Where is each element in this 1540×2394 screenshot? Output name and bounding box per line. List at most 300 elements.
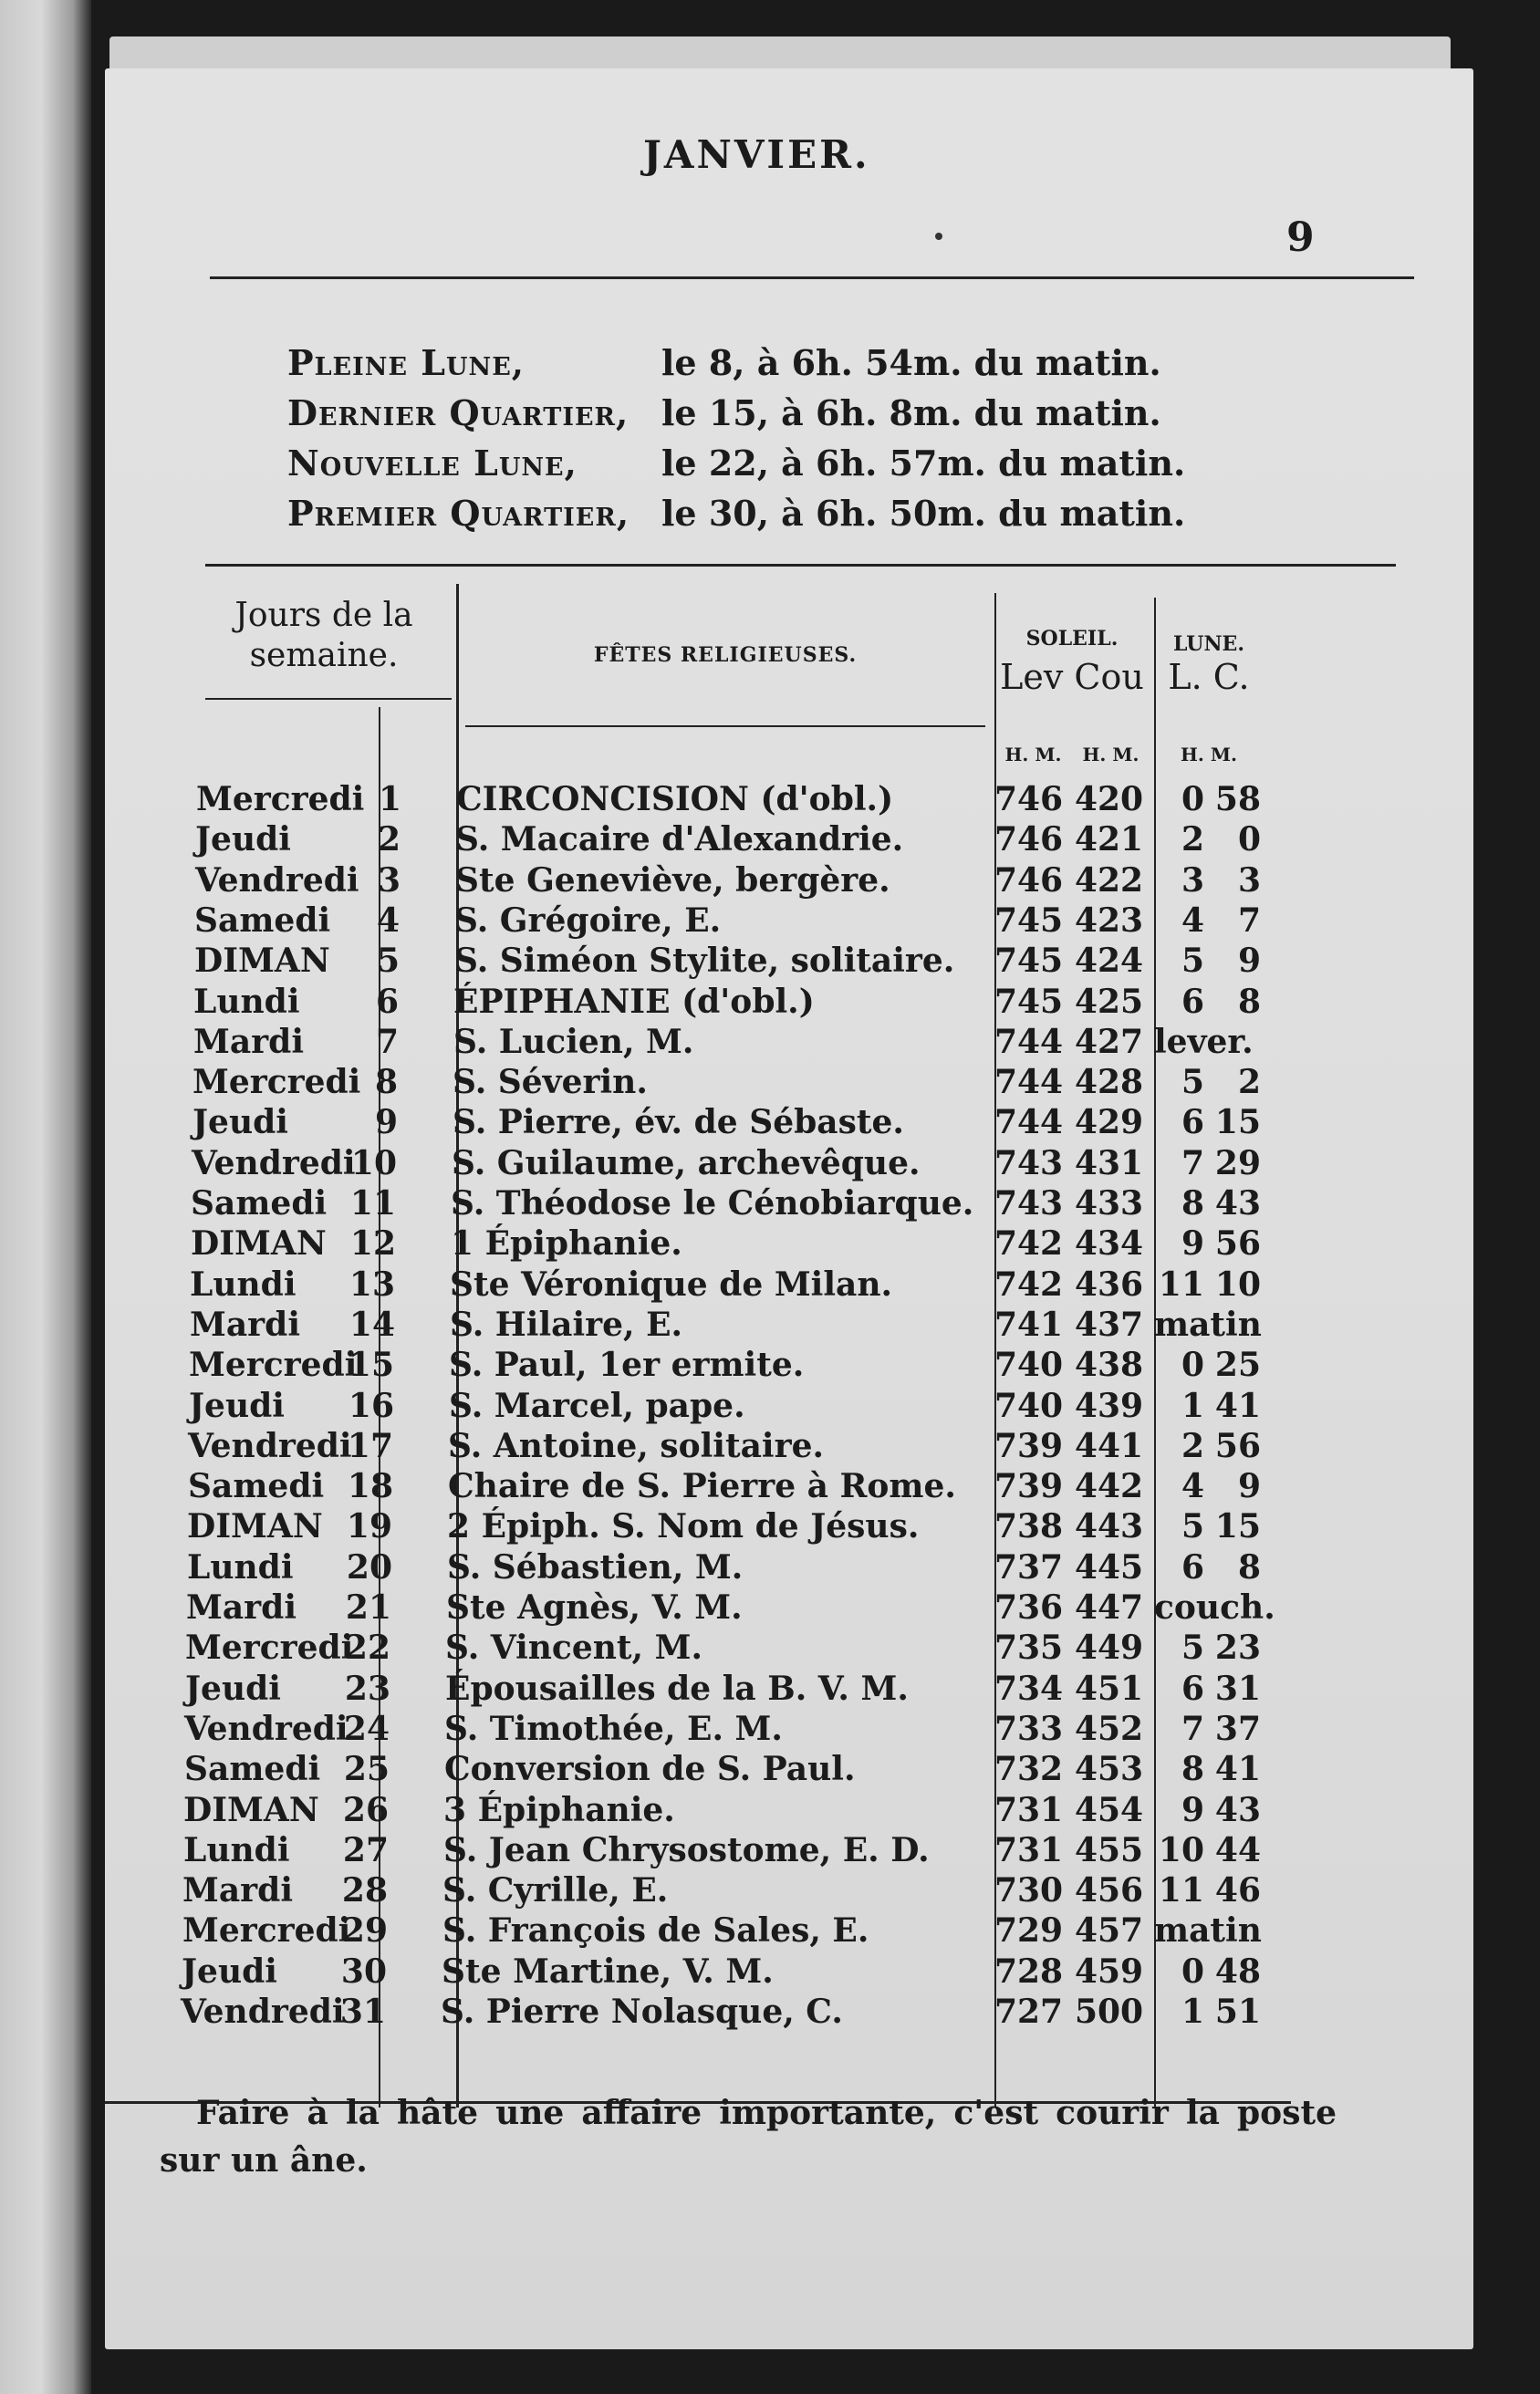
feast-name: S. Siméon Stylite, solitaire. xyxy=(454,942,955,981)
moon-hour: 5 xyxy=(1181,1629,1204,1668)
moon-minute: 43 xyxy=(1214,1184,1261,1223)
sunset-minute: 28 xyxy=(1098,1063,1144,1102)
sunset-hour: 4 xyxy=(1075,1265,1098,1304)
proverb: Faire à la hâte une affaire importante, c'est courir la poste sur un âne. xyxy=(160,2094,1337,2180)
feast-name: Épousailles de la B. V. M. xyxy=(445,1669,909,1708)
day-number: 1 xyxy=(378,780,401,818)
sunrise-hour: 7 xyxy=(994,1830,1018,1869)
header-soleil: SOLEIL. xyxy=(1025,627,1119,651)
page-title: JANVIER. xyxy=(643,132,870,177)
feast-name: S. François de Sales, E. xyxy=(442,1911,869,1951)
moon-minute: 25 xyxy=(1214,1346,1261,1385)
sunset-hour: 4 xyxy=(1075,942,1098,981)
sunset-minute: 59 xyxy=(1098,1952,1144,1991)
sunrise-hour: 7 xyxy=(994,1063,1018,1102)
day-number: 6 xyxy=(375,982,399,1021)
table-row xyxy=(105,1144,1473,1185)
sunset-minute: 25 xyxy=(1098,982,1144,1021)
moon-hour: 9 xyxy=(1181,1790,1204,1829)
moon-minute: 15 xyxy=(1214,1103,1261,1142)
table-row xyxy=(105,1184,1473,1225)
sunset-minute: 47 xyxy=(1098,1588,1144,1627)
sunrise-hour: 7 xyxy=(994,780,1018,818)
sunrise-minute: 35 xyxy=(1017,1629,1064,1668)
sunset-hour: 4 xyxy=(1075,1750,1098,1789)
sunrise-minute: 28 xyxy=(1017,1952,1064,1991)
table-row xyxy=(105,1306,1473,1347)
moon-minute: 56 xyxy=(1214,1224,1261,1264)
sunset-hour: 4 xyxy=(1075,1386,1098,1425)
sunset-minute: 41 xyxy=(1098,1426,1144,1465)
sunrise-hour: 7 xyxy=(994,1467,1018,1506)
feast-name: S. Antoine, solitaire. xyxy=(448,1426,825,1465)
day-name: Vendredi xyxy=(195,860,359,900)
moon-minute: 3 xyxy=(1237,860,1261,900)
sunset-hour: 4 xyxy=(1075,900,1098,940)
sunrise-hour: 7 xyxy=(994,1265,1018,1304)
sunset-minute: 38 xyxy=(1098,1346,1144,1385)
moon-hour: 8 xyxy=(1181,1750,1204,1789)
sunset-hour: 4 xyxy=(1075,1911,1098,1951)
table-row xyxy=(105,1710,1473,1751)
sunrise-hour: 7 xyxy=(994,1305,1018,1344)
sunrise-hour: 7 xyxy=(994,1790,1018,1829)
moon-minute: 43 xyxy=(1214,1790,1261,1829)
day-number: 25 xyxy=(343,1750,390,1789)
table-row xyxy=(105,1871,1473,1912)
feast-name: S. Cyrille, E. xyxy=(442,1871,669,1910)
moon-event: matin xyxy=(1154,1305,1262,1344)
day-name: Jeudi xyxy=(189,1386,285,1425)
day-number: 7 xyxy=(375,1022,399,1061)
day-name: Jeudi xyxy=(195,820,291,859)
moon-minute: 31 xyxy=(1214,1669,1261,1708)
calendar-page xyxy=(105,68,1473,2349)
sunrise-minute: 44 xyxy=(1017,1022,1064,1061)
sunrise-hour: 7 xyxy=(994,1750,1018,1789)
day-number: 30 xyxy=(340,1952,387,1991)
sunrise-minute: 33 xyxy=(1017,1709,1064,1748)
day-name: Mardi xyxy=(193,1022,304,1061)
moon-hour: 6 xyxy=(1181,1669,1204,1708)
header-fetes: FÊTES RELIGIEUSES. xyxy=(593,643,858,667)
sunrise-minute: 31 xyxy=(1017,1790,1064,1829)
table-row xyxy=(105,1993,1473,2034)
moon-minute: 37 xyxy=(1214,1709,1261,1748)
day-name: Lundi xyxy=(187,1547,294,1587)
page-number: 9 xyxy=(1286,214,1315,261)
sunset-minute: 27 xyxy=(1098,1022,1144,1061)
sunset-hour: 4 xyxy=(1075,1952,1098,1991)
header-lune-sub: L. C. xyxy=(1168,657,1250,697)
sunrise-hour: 7 xyxy=(994,1184,1018,1223)
hm-label: H. M. xyxy=(1082,744,1139,765)
sunset-minute: 37 xyxy=(1098,1305,1144,1344)
sunset-hour: 5 xyxy=(1075,1993,1098,2031)
sunrise-minute: 44 xyxy=(1017,1063,1064,1102)
sunset-hour: 4 xyxy=(1075,1669,1098,1708)
sunset-hour: 4 xyxy=(1075,1224,1098,1264)
table-row xyxy=(105,1023,1473,1064)
header-lune: LUNE. xyxy=(1173,632,1244,656)
sunset-minute: 57 xyxy=(1098,1911,1144,1951)
table-row xyxy=(105,1791,1473,1832)
sunrise-minute: 40 xyxy=(1017,1386,1064,1425)
sunset-hour: 4 xyxy=(1075,1426,1098,1465)
moon-hour: 0 xyxy=(1181,1952,1204,1991)
sunset-minute: 51 xyxy=(1098,1669,1144,1708)
table-row xyxy=(105,983,1473,1024)
sunset-minute: 22 xyxy=(1098,860,1144,900)
table-row xyxy=(105,1750,1473,1791)
moon-hour: 5 xyxy=(1181,1063,1204,1102)
moon-hour: 6 xyxy=(1181,982,1204,1021)
moon-hour: 1 xyxy=(1181,1993,1204,2031)
moon-minute: 10 xyxy=(1214,1265,1261,1304)
feast-name: S. Sébastien, M. xyxy=(447,1547,744,1587)
day-number: 27 xyxy=(342,1830,389,1869)
sunset-minute: 34 xyxy=(1098,1224,1144,1264)
day-name: Jeudi xyxy=(185,1669,281,1708)
feast-name: S. Théodose le Cénobiarque. xyxy=(451,1184,974,1223)
sunset-hour: 4 xyxy=(1075,1790,1098,1829)
day-number: 10 xyxy=(350,1143,397,1182)
sunrise-hour: 7 xyxy=(994,900,1018,940)
day-name: Vendredi xyxy=(188,1426,352,1465)
phase-name: Premier Quartier, xyxy=(287,493,630,534)
day-number: 21 xyxy=(345,1588,391,1627)
day-number: 15 xyxy=(348,1346,394,1385)
moon-minute: 9 xyxy=(1237,942,1261,981)
sunset-minute: 42 xyxy=(1098,1467,1144,1506)
sunrise-hour: 7 xyxy=(994,1709,1018,1748)
day-number: 23 xyxy=(344,1669,390,1708)
sunset-minute: 31 xyxy=(1098,1143,1144,1182)
table-row xyxy=(105,1629,1473,1670)
sunrise-hour: 7 xyxy=(994,1224,1018,1264)
sunrise-minute: 36 xyxy=(1017,1588,1064,1627)
day-number: 28 xyxy=(341,1871,388,1910)
feast-name: 1 Épiphanie. xyxy=(451,1224,682,1264)
phase-value: le 30, à 6h. 50m. du matin. xyxy=(661,493,1186,534)
sunrise-hour: 7 xyxy=(994,942,1018,981)
sunrise-hour: 7 xyxy=(994,1022,1018,1061)
feast-name: S. Hilaire, E. xyxy=(450,1305,683,1344)
day-name: Vendredi xyxy=(184,1709,349,1748)
sunrise-minute: 32 xyxy=(1017,1750,1064,1789)
feast-name: S. Vincent, M. xyxy=(445,1629,703,1668)
sunrise-minute: 41 xyxy=(1017,1305,1064,1344)
moon-hour: 2 xyxy=(1181,820,1204,859)
day-name: Mercredi xyxy=(196,780,365,818)
day-number: 5 xyxy=(376,942,400,981)
sunrise-minute: 46 xyxy=(1017,820,1064,859)
sunrise-minute: 46 xyxy=(1017,780,1064,818)
sunset-hour: 4 xyxy=(1075,982,1098,1021)
table-row xyxy=(105,942,1473,983)
moon-event: couch. xyxy=(1154,1588,1275,1627)
table-row xyxy=(105,1103,1473,1144)
day-name: DIMAN xyxy=(183,1790,319,1829)
sunrise-hour: 7 xyxy=(994,1993,1018,2031)
header-soleil-sub: Lev Cou xyxy=(1000,657,1144,697)
table-row xyxy=(105,1063,1473,1104)
day-name: Vendredi xyxy=(181,1993,345,2031)
table-row xyxy=(105,1427,1473,1468)
sunrise-minute: 45 xyxy=(1017,900,1064,940)
feast-name: Ste Agnès, V. M. xyxy=(446,1588,743,1627)
moon-minute: 48 xyxy=(1214,1952,1261,1991)
moon-hour: 1 xyxy=(1181,1386,1204,1425)
table-row xyxy=(105,1670,1473,1711)
day-number: 31 xyxy=(339,1993,386,2031)
feast-name: S. Pierre, év. de Sébaste. xyxy=(453,1103,904,1142)
sunset-minute: 52 xyxy=(1098,1709,1144,1748)
sunset-minute: 36 xyxy=(1098,1265,1144,1304)
header-days: Jours de la semaine. xyxy=(234,597,413,674)
sunrise-hour: 7 xyxy=(994,1871,1018,1910)
day-name: Samedi xyxy=(184,1750,321,1789)
feast-name: S. Grégoire, E. xyxy=(454,900,722,940)
moon-hour: 6 xyxy=(1181,1103,1204,1142)
sunset-minute: 20 xyxy=(1098,780,1144,818)
sunset-hour: 4 xyxy=(1075,1709,1098,1748)
sunset-hour: 4 xyxy=(1075,1507,1098,1546)
moon-minute: 7 xyxy=(1237,900,1261,940)
moon-hour: 5 xyxy=(1181,1507,1204,1546)
feast-name: S. Paul, 1er ermite. xyxy=(449,1346,805,1385)
feast-name: S. Marcel, pape. xyxy=(449,1386,745,1425)
phase-value: le 15, à 6h. 8m. du matin. xyxy=(661,392,1161,433)
day-name: Mercredi xyxy=(192,1063,361,1102)
sunset-hour: 4 xyxy=(1075,1103,1098,1142)
sunrise-minute: 31 xyxy=(1017,1830,1064,1869)
day-number: 20 xyxy=(346,1547,392,1587)
table-row xyxy=(105,861,1473,902)
moon-hour: 9 xyxy=(1181,1224,1204,1264)
phase-value: le 22, à 6h. 57m. du matin. xyxy=(661,442,1186,484)
day-name: Mardi xyxy=(182,1871,293,1910)
sunrise-minute: 44 xyxy=(1017,1103,1064,1142)
moon-minute: 29 xyxy=(1214,1143,1261,1182)
sunrise-hour: 7 xyxy=(994,1103,1018,1142)
table-row xyxy=(105,1265,1473,1306)
day-number: 22 xyxy=(344,1629,390,1668)
moon-minute: 58 xyxy=(1214,780,1261,818)
sunset-minute: 29 xyxy=(1098,1103,1144,1142)
sunrise-minute: 27 xyxy=(1017,1993,1064,2031)
phase-name: Nouvelle Lune, xyxy=(287,442,578,484)
sunrise-minute: 42 xyxy=(1017,1265,1064,1304)
sunset-minute: 21 xyxy=(1098,820,1144,859)
sunrise-minute: 37 xyxy=(1017,1547,1064,1587)
sunset-hour: 4 xyxy=(1075,780,1098,818)
day-number: 18 xyxy=(347,1467,393,1506)
moon-minute: 8 xyxy=(1237,1547,1261,1587)
feast-name: S. Pierre Nolasque, C. xyxy=(441,1993,843,2031)
moon-minute: 51 xyxy=(1214,1993,1261,2031)
phase-value: le 8, à 6h. 54m. du matin. xyxy=(661,342,1161,383)
sunrise-hour: 7 xyxy=(994,820,1018,859)
phase-name: Dernier Quartier, xyxy=(287,392,630,433)
day-name: Samedi xyxy=(194,900,331,940)
moon-hour: 7 xyxy=(1181,1143,1204,1182)
table-row xyxy=(105,1387,1473,1428)
sunrise-minute: 42 xyxy=(1017,1224,1064,1264)
moon-event: matin xyxy=(1154,1911,1262,1951)
day-number: 9 xyxy=(374,1103,398,1142)
day-number: 11 xyxy=(349,1184,396,1223)
day-number: 2 xyxy=(377,820,401,859)
sunrise-minute: 30 xyxy=(1017,1871,1064,1910)
sunset-hour: 4 xyxy=(1075,1143,1098,1182)
sunset-minute: 33 xyxy=(1098,1184,1144,1223)
moon-minute: 15 xyxy=(1214,1507,1261,1546)
table-row xyxy=(105,780,1473,821)
moon-minute: 2 xyxy=(1237,1063,1261,1102)
feast-name: S. Jean Chrysostome, E. D. xyxy=(443,1830,930,1869)
moon-hour: 4 xyxy=(1181,900,1204,940)
moon-hour: 10 xyxy=(1158,1830,1204,1869)
day-number: 14 xyxy=(349,1305,395,1344)
day-name: Jeudi xyxy=(192,1103,288,1142)
sunrise-minute: 39 xyxy=(1017,1467,1064,1506)
sunrise-minute: 38 xyxy=(1017,1507,1064,1546)
hm-label: H. M. xyxy=(1004,744,1062,765)
sunset-hour: 4 xyxy=(1075,1184,1098,1223)
sunrise-minute: 45 xyxy=(1017,942,1064,981)
sunset-minute: 54 xyxy=(1098,1790,1144,1829)
sunset-minute: 55 xyxy=(1098,1830,1144,1869)
sunset-minute: 43 xyxy=(1098,1507,1144,1546)
feast-name: Chaire de S. Pierre à Rome. xyxy=(448,1467,956,1506)
day-name: DIMAN xyxy=(187,1507,323,1546)
day-name: Lundi xyxy=(193,982,300,1021)
sunrise-hour: 7 xyxy=(994,1588,1018,1627)
moon-minute: 41 xyxy=(1214,1750,1261,1789)
day-name: DIMAN xyxy=(194,942,330,981)
calendar-table xyxy=(105,68,1473,2349)
table-row xyxy=(105,1911,1473,1952)
moon-minute: 23 xyxy=(1214,1629,1261,1668)
sunset-minute: 00 xyxy=(1098,1993,1144,2031)
table-row xyxy=(105,1831,1473,1872)
sunset-hour: 4 xyxy=(1075,1629,1098,1668)
day-number: 16 xyxy=(348,1386,394,1425)
day-name: Mercredi xyxy=(189,1346,358,1385)
moon-minute: 46 xyxy=(1214,1871,1261,1910)
moon-minute: 44 xyxy=(1214,1830,1261,1869)
table-row xyxy=(105,1346,1473,1387)
day-number: 17 xyxy=(347,1426,393,1465)
day-name: Mercredi xyxy=(185,1629,354,1668)
sunrise-hour: 7 xyxy=(994,1952,1018,1991)
moon-hour: 0 xyxy=(1181,1346,1204,1385)
moon-hour: 6 xyxy=(1181,1547,1204,1587)
sunset-hour: 4 xyxy=(1075,820,1098,859)
sunrise-hour: 7 xyxy=(994,860,1018,900)
day-number: 24 xyxy=(343,1709,390,1748)
day-number: 12 xyxy=(349,1224,396,1264)
sunset-minute: 49 xyxy=(1098,1629,1144,1668)
sunset-hour: 4 xyxy=(1075,860,1098,900)
day-name: Samedi xyxy=(191,1184,328,1223)
moon-hour: 5 xyxy=(1181,942,1204,981)
day-number: 26 xyxy=(342,1790,389,1829)
moon-minute: 9 xyxy=(1237,1467,1261,1506)
sunset-hour: 4 xyxy=(1075,1305,1098,1344)
table-row xyxy=(105,1224,1473,1265)
phase-name: Pleine Lune, xyxy=(287,342,525,383)
moon-hour: 11 xyxy=(1158,1265,1204,1304)
moon-minute: 41 xyxy=(1214,1386,1261,1425)
moon-minute: 0 xyxy=(1237,820,1261,859)
day-name: Mardi xyxy=(186,1588,297,1627)
sunrise-minute: 29 xyxy=(1017,1911,1064,1951)
day-number: 3 xyxy=(377,860,401,900)
moon-hour: 3 xyxy=(1181,860,1204,900)
sunset-hour: 4 xyxy=(1075,1063,1098,1102)
sunset-minute: 45 xyxy=(1098,1547,1144,1587)
feast-name: S. Macaire d'Alexandrie. xyxy=(455,820,904,859)
table-row xyxy=(105,1507,1473,1548)
day-name: Lundi xyxy=(183,1830,290,1869)
sunrise-hour: 7 xyxy=(994,1507,1018,1546)
feast-name: 3 Épiphanie. xyxy=(443,1790,675,1829)
moon-hour: 7 xyxy=(1181,1709,1204,1748)
sunrise-hour: 7 xyxy=(994,1426,1018,1465)
sunrise-hour: 7 xyxy=(994,982,1018,1021)
table-row xyxy=(105,820,1473,861)
feast-name: S. Guilaume, archevêque. xyxy=(452,1143,921,1182)
feast-name: Ste Véronique de Milan. xyxy=(450,1265,893,1304)
sunset-minute: 56 xyxy=(1098,1871,1144,1910)
moon-hour: 0 xyxy=(1181,780,1204,818)
day-name: Vendredi xyxy=(192,1143,356,1182)
sunrise-minute: 34 xyxy=(1017,1669,1064,1708)
feast-name: 2 Épiph. S. Nom de Jésus. xyxy=(447,1507,920,1546)
sunrise-hour: 7 xyxy=(994,1669,1018,1708)
book-spine xyxy=(0,0,91,2394)
day-number: 13 xyxy=(349,1265,395,1304)
feast-name: Ste Martine, V. M. xyxy=(442,1952,774,1991)
day-number: 19 xyxy=(346,1507,392,1546)
sunset-hour: 4 xyxy=(1075,1588,1098,1627)
feast-name: S. Timothée, E. M. xyxy=(444,1709,783,1748)
moon-minute: 8 xyxy=(1237,982,1261,1021)
sunset-hour: 4 xyxy=(1075,1871,1098,1910)
feast-name: CIRCONCISION (d'obl.) xyxy=(456,780,894,818)
table-row xyxy=(105,1548,1473,1589)
sunrise-minute: 43 xyxy=(1017,1143,1064,1182)
sunset-hour: 4 xyxy=(1075,1830,1098,1869)
sunrise-minute: 43 xyxy=(1017,1184,1064,1223)
day-name: Jeudi xyxy=(182,1952,277,1991)
sunset-minute: 39 xyxy=(1098,1386,1144,1425)
sunrise-minute: 46 xyxy=(1017,860,1064,900)
day-name: Lundi xyxy=(190,1265,297,1304)
feast-name: S. Séverin. xyxy=(453,1063,648,1102)
moon-minute: 56 xyxy=(1214,1426,1261,1465)
sunset-minute: 24 xyxy=(1098,942,1144,981)
sunset-hour: 4 xyxy=(1075,1547,1098,1587)
sunset-hour: 4 xyxy=(1075,1467,1098,1506)
day-number: 29 xyxy=(341,1911,388,1951)
sunrise-hour: 7 xyxy=(994,1547,1018,1587)
moon-hour: 8 xyxy=(1181,1184,1204,1223)
day-number: 4 xyxy=(376,900,400,940)
day-name: Samedi xyxy=(188,1467,325,1506)
